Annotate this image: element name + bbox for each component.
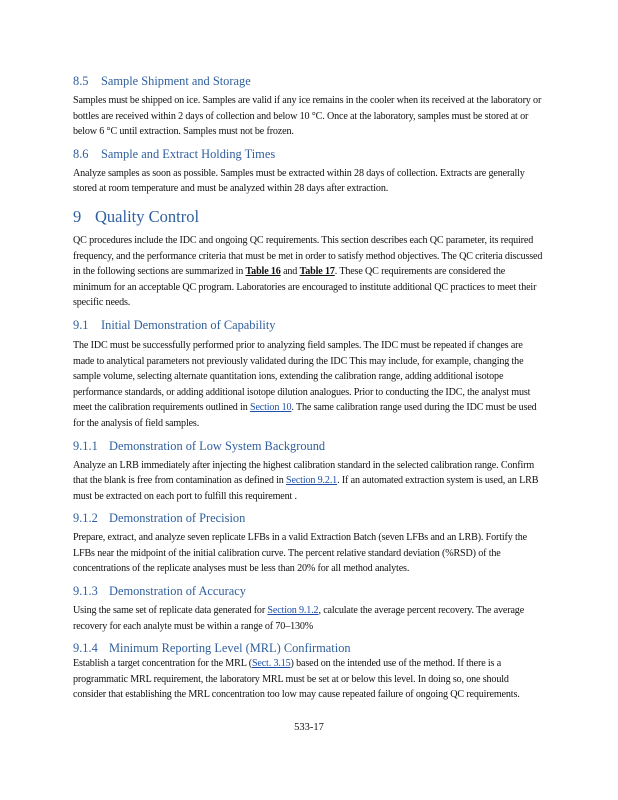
text-run: The IDC must be successfully performed prior to analyzing field samples. The IDC must be repeated if changes are made to analytical parameters not previously validated during the IDC This may include, for example, changing the sample volume, selecting alternate quantitation ions, extending the calibration range, adding additional isotope performance standards, or adding additional isotope dilution analogues. Prior to conducting the IDC, the analyst must meet the calibration requirements outlined in (73, 339, 531, 414)
section-8-5-paragraph: Samples must be shipped on ice. Samples are valid if any ice remains in the cooler when its received at the laboratory or bottles are received within 2 days of collection and below 10 °C. Once at the laboratory, samples must be stored at or below 6 °C until extraction. Samples must not be frozen. (73, 95, 542, 138)
section-9-1-1-paragraph (73, 458, 543, 505)
text-run: QC procedures include the IDC and ongoing QC requirements. This section describes each QC parameter, its required frequency, and the performance criteria that must be met in order to satisfy method objectives. The QC criteria discussed in the following sections are summarized in (73, 234, 543, 278)
text-run: , calculate the average percent recovery. The average recovery for each analyte must be within a range of 70–130% (73, 605, 525, 632)
text-run: and (280, 266, 300, 278)
section-9-1-4-heading (73, 640, 543, 656)
section-title: Sample Shipment and Storage (101, 74, 251, 88)
section-9-1-2-link[interactable]: Section 9.1.2 (267, 605, 319, 617)
section-9-heading (73, 207, 543, 227)
section-number: 9.1.2 (73, 511, 98, 526)
text-run: Analyze an LRB immediately after injecting the highest calibration standard in the selected calibration range. Confirm that the blank is free from contamination as defined in (73, 459, 535, 487)
section-9-paragraph (73, 233, 543, 311)
section-9-1-1-heading (73, 438, 543, 454)
section-9-2-1-link[interactable]: Section 9.2.1 (286, 475, 338, 487)
section-8-5-heading (73, 73, 543, 89)
section-title: Sample and Extract Holding Times (101, 146, 276, 161)
section-title: Demonstration of Accuracy (109, 584, 246, 599)
section-9-1-2-paragraph: Prepare, extract, and analyze seven replicate LFBs in a valid Extraction Batch (seven LFBs and an LRB). Fortify the LFBs near the midpoint of the initial calibration curve. The percent relative standard deviation (%RSD) of the concentrations of the replicate analyses must be less than 20% for all method analytes. (73, 532, 527, 575)
section-9-1-3-paragraph (73, 603, 543, 634)
section-8-6-heading (73, 146, 543, 162)
text-run: . The same calibration range used during the IDC must be used for the analysis of field samples. (73, 402, 537, 429)
section-title: Demonstration of Low System Background (109, 438, 326, 453)
section-9-1-heading (73, 317, 543, 333)
text-run: Using the same set of replicate data generated for (73, 605, 268, 617)
sect-3-15-link[interactable]: Sect. 3.15 (251, 658, 291, 670)
table-17-link[interactable]: Table 17 (299, 266, 335, 278)
section-9-1-2-heading (73, 510, 543, 526)
table-16-link[interactable]: Table 16 (245, 266, 281, 278)
section-number: 9.1.3 (73, 584, 98, 599)
section-title: Demonstration of Precision (109, 511, 246, 526)
section-number: 9.1 (73, 317, 89, 332)
text-run: . If an automated extraction system is used, an LRB must be extracted on each port to fulfill this requirement . (73, 475, 539, 502)
text-run: Establish a target concentration for the MRL ( (73, 658, 252, 670)
section-number: 9 (73, 206, 82, 226)
text-run: ) based on the intended use of the method. If there is a programmatic MRL requirement, the laboratory MRL must be set at or below this level. In doing so, one should consider that establishing the MRL concentration too low may cause repeated failure of ongoing QC requirements. (73, 658, 520, 701)
section-9-1-3-heading (73, 583, 543, 599)
page-content (73, 72, 543, 703)
page-number: 533-17 (294, 722, 324, 733)
section-number: 8.6 (73, 146, 89, 161)
section-9-1-4-paragraph (73, 656, 543, 703)
section-8-6-paragraph: Analyze samples as soon as possible. Samples must be extracted within 28 days of collection. Extracts are generally stored at room temperature and must be analyzed within 28 days after extraction. (73, 167, 525, 195)
section-10-link[interactable]: Section 10 (249, 402, 292, 414)
section-title: Minimum Reporting Level (MRL) Confirmation (109, 641, 351, 656)
section-title: Quality Control (95, 206, 200, 226)
section-title: Initial Demonstration of Capability (101, 317, 276, 332)
section-number: 9.1.1 (73, 438, 98, 453)
text-run: . These QC requirements are considered the minimum for an acceptable QC program. Laboratories are encouraged to institute additional QC practices to meet their specific needs. (73, 266, 537, 309)
section-9-1-paragraph (73, 338, 543, 432)
section-number: 8.5 (73, 74, 89, 88)
section-number: 9.1.4 (73, 641, 98, 656)
